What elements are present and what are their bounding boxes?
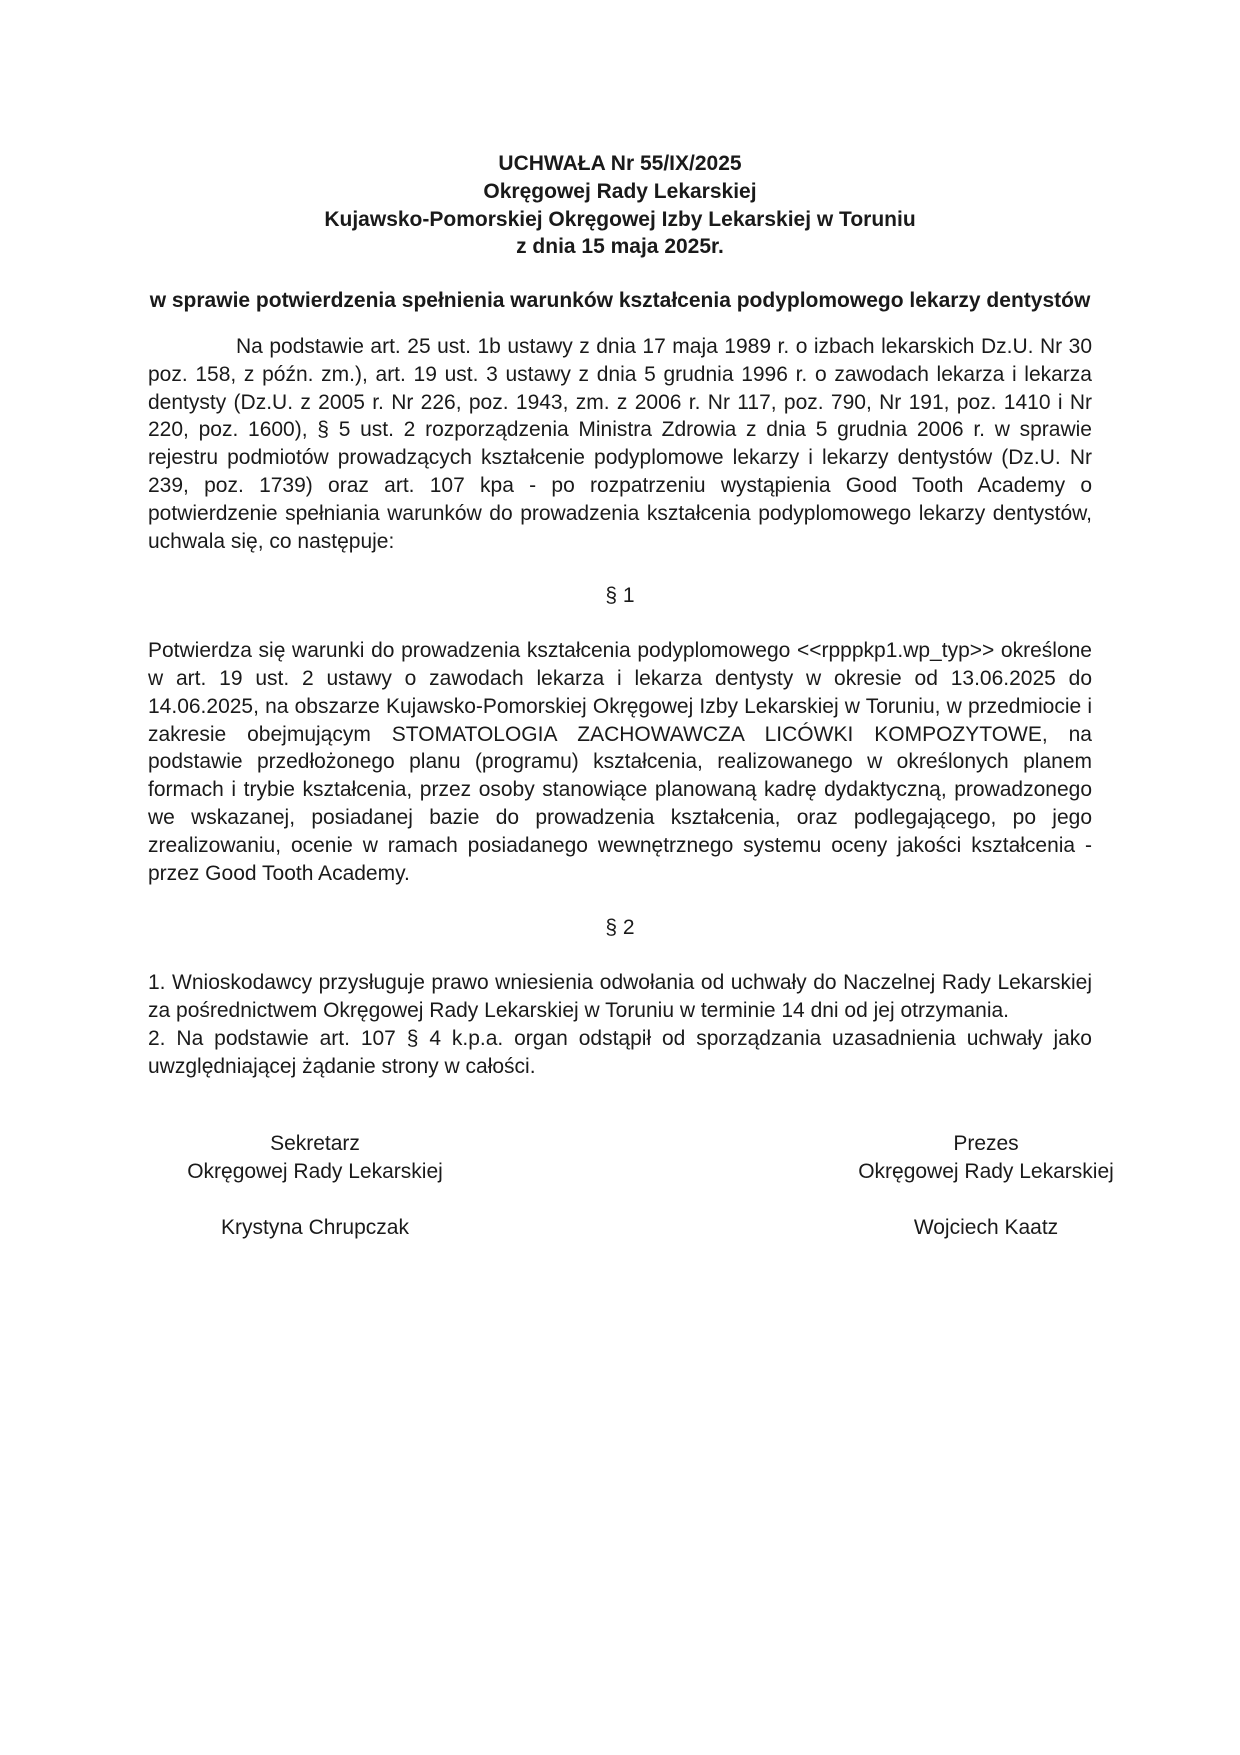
resolution-number: UCHWAŁA Nr 55/IX/2025 xyxy=(498,152,742,175)
section-1-text: Potwierdza się warunki do prowadzenia kształcenia podyplomowego <<rpppkp1.wp_typ>> określone w art. 19 ust. 2 ustawy o zawodach lekarza i lekarza dentysty w okresie od 13.06.2025 do 14.06.2025, na obszarze Kujawsko-Pomorskiej Okręgowej Izby Lekarskiej w Toruniu, w przedmiocie i zakresie obejmującym STOMATOLOGIA ZACHOWAWCZA LICÓWKI KOMPOZYTOWE, na podstawie przedłożonego planu (programu) kształcenia, realizowanego w określonych planem formach i trybie kształcenia, przez osoby stanowiące planowaną kadrę dydaktyczną, prowadzonego we wskazanej, posiadanej bazie do prowadzenia kształcenia, oraz podlegającego, po jego zrealizowaniu, ocenie w ramach posiadanego wewnętrznego systemu oceny jakości kształcenia - przez Good Tooth Academy. xyxy=(148,639,1092,885)
document-page xyxy=(148,150,1092,1080)
signature-name: Wojciech Kaatz xyxy=(913,1215,1059,1239)
section-2-item: 2. Na podstawie art. 107 § 4 k.p.a. organ odstąpił od sporządzania uzasadnienia uchwały jako uwzględniającej żądanie strony w całości. xyxy=(148,1026,1092,1078)
issuing-body: Okręgowej Rady Lekarskiej xyxy=(483,179,757,203)
preamble-paragraph: Na podstawie art. 25 ust. 1b ustawy z dnia 17 maja 1989 r. o izbach lekarskich Dz.U. Nr 30 poz. 158, z późn. zm.), art. 19 ust. 3 ustawy z dnia 5 grudnia 1996 r. o zawodach lekarza i lekarza dentysty (Dz.U. z 2005 r. Nr 226, poz. 1943, zm. z 2006 r. Nr 117, poz. 790, Nr 191, poz. 1410 i Nr 220, poz. 1600), § 5 ust. 2 rozporządzenia Ministra Zdrowia z dnia 5 grudnia 2006 r. w sprawie rejestru podmiotów prowadzących kształcenie podyplomowe lekarzy i lekarzy dentystów (Dz.U. Nr 239, poz. 1739) oraz art. 107 kpa - po rozpatrzeniu wystąpienia Good Tooth Academy o potwierdzenie spełniania warunków do prowadzenia kształcenia podyplomowego lekarzy dentystów, uchwala się, co następuje: xyxy=(148,334,1092,553)
section-2-list xyxy=(148,969,1092,1080)
section-2-item: 1. Wnioskodawcy przysługuje prawo wniesienia odwołania od uchwały do Naczelnej Rady Lekarskiej za pośrednictwem Okręgowej Rady Lekarskiej w Toruniu w terminie 14 dni od jej otrzymania. xyxy=(148,971,1092,1022)
signature-president xyxy=(826,1130,1146,1241)
resolution-subject: w sprawie potwierdzenia spełnienia warunków kształcenia podyplomowego lekarzy dentystów xyxy=(149,289,1091,313)
signature-name: Krystyna Chrupczak xyxy=(221,1215,409,1239)
signature-secretary xyxy=(155,1130,475,1241)
signature-role: Sekretarz xyxy=(270,1132,360,1155)
chamber-name: Kujawsko-Pomorskiej Okręgowej Izby Lekarskiej w Toruniu xyxy=(324,207,916,231)
resolution-date: z dnia 15 maja 2025r. xyxy=(516,235,724,259)
signature-body: Okręgowej Rady Lekarskiej xyxy=(187,1159,443,1183)
signature-role: Prezes xyxy=(953,1132,1019,1155)
section-1-heading: § 1 xyxy=(605,584,635,608)
resolution-header xyxy=(148,150,1092,261)
signature-body: Okręgowej Rady Lekarskiej xyxy=(858,1159,1114,1183)
section-2-heading: § 2 xyxy=(605,916,635,940)
